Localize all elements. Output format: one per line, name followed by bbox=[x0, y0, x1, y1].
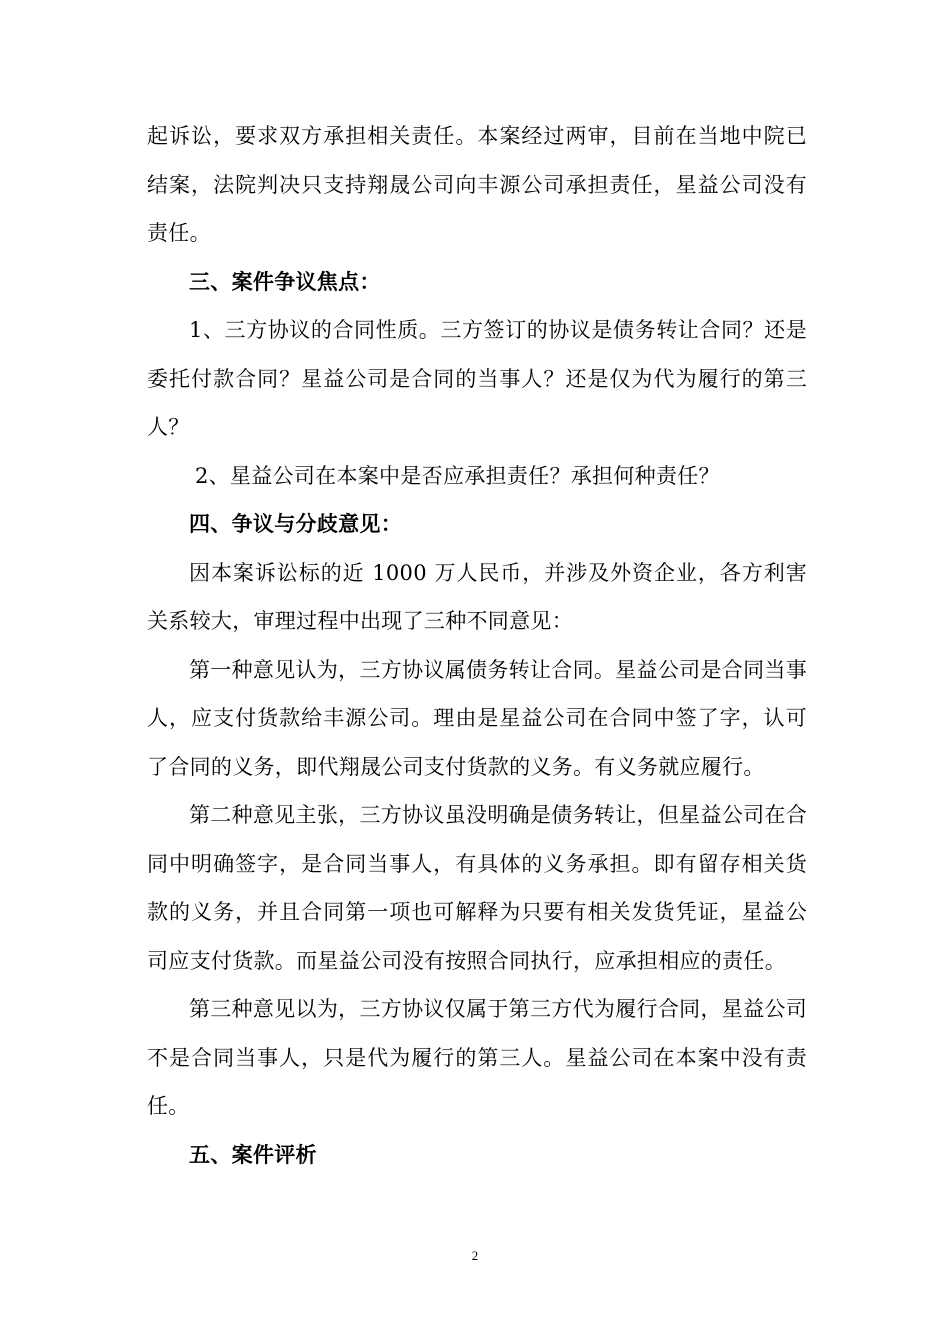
heading-opinions: 四、争议与分歧意见： bbox=[189, 511, 402, 536]
heading-dispute-focus: 三、案件争议焦点： bbox=[189, 268, 381, 294]
paragraph-opinion-3: 第三种意见以为，三方协议仅属于第三方代为履行合同，星益公司不是合同当事人，只是代为履行的第三人。星益公司在本案中没有责任。 bbox=[147, 997, 807, 1118]
paragraph-opinion-1: 第一种意见认为，三方协议属债务转让合同。星益公司是合同当事人，应支付货款给丰源公司。理由是星益公司在合同中签了字，认可了合同的义务，即代翔晟公司支付货款的义务。有义务就应履行。 bbox=[147, 657, 807, 779]
heading-case-analysis: 五、案件评析 bbox=[189, 1141, 317, 1167]
paragraph-opinions-intro: 因本案诉讼标的近 1000 万人民币，并涉及外资企业，各方利害关系较大，审理过程中出现了三种不同意见： bbox=[147, 560, 807, 633]
paragraph-focus-1: 1、三方协议的合同性质。三方签订的协议是债务转让合同？还是委托付款合同？星益公司是合同的当事人？还是仅为代为履行的第三人？ bbox=[147, 318, 807, 439]
page-number: 2 bbox=[471, 1248, 479, 1263]
paragraph-focus-2: 2、星益公司在本案中是否应承担责任？承担何种责任？ bbox=[195, 463, 720, 488]
paragraph-continuation: 起诉讼，要求双方承担相关责任。本案经过两审，目前在当地中院已结案，法院判决只支持翔晟公司向丰源公司承担责任，星益公司没有责任。 bbox=[147, 124, 807, 245]
paragraph-opinion-2: 第二种意见主张，三方协议虽没明确是债务转让，但星益公司在合同中明确签字，是合同当事人，有具体的义务承担。即有留存相关货款的义务，并且合同第一项也可解释为只要有相关发货凭证，星益公司应支付货款。而星益公司没有按照合同执行，应承担相应的责任。 bbox=[147, 803, 807, 973]
document-body bbox=[147, 112, 807, 1179]
